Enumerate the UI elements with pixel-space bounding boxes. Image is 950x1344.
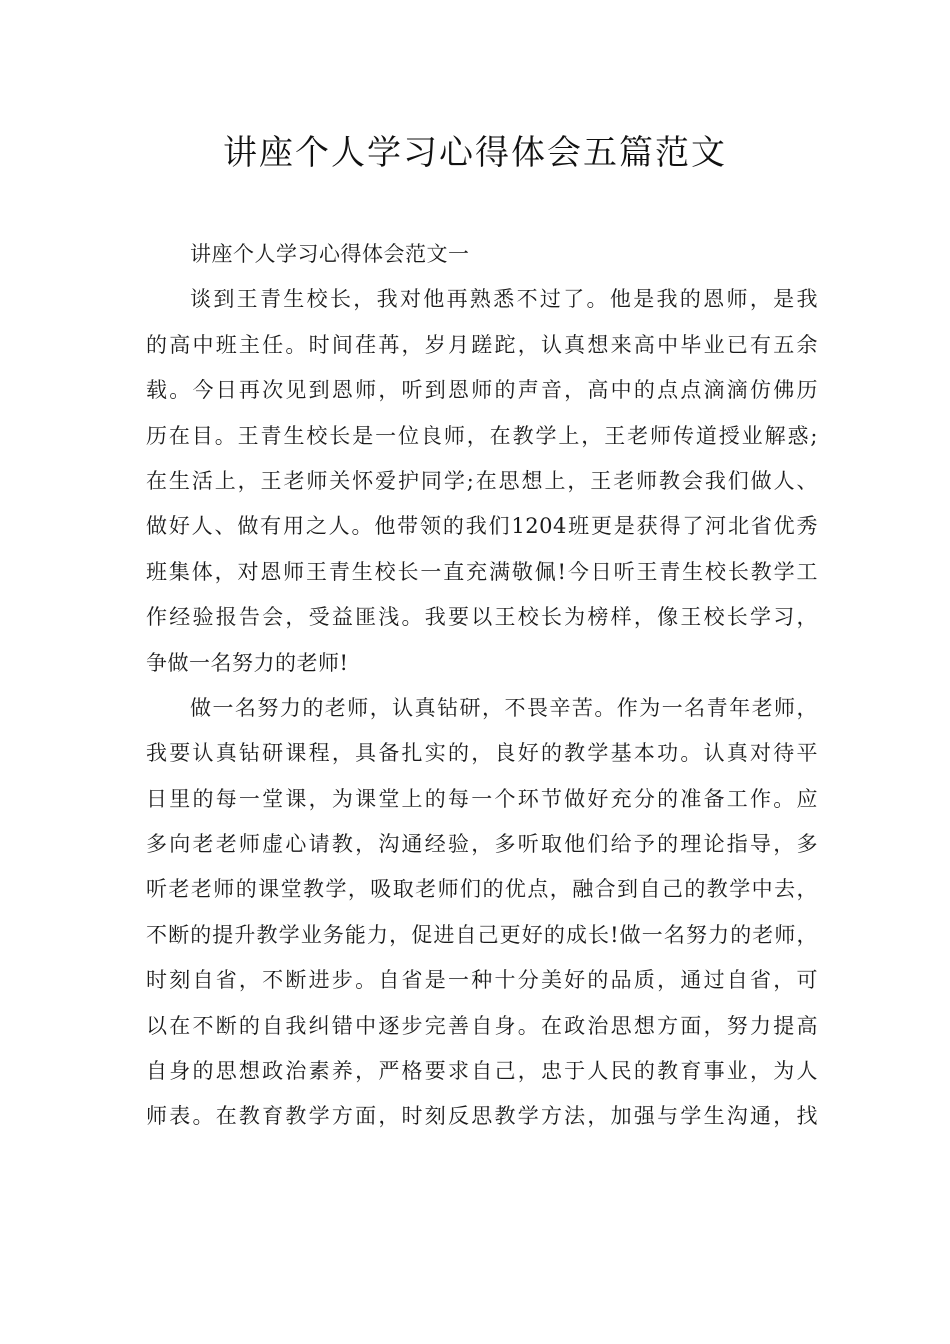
document-body [146, 232, 818, 1140]
text-line: 讲座个人学习心得体会范文一 [190, 242, 470, 266]
text-line: 我要认真钻研课程，具备扎实的，良好的教学基本功。认真对待平 [146, 741, 818, 766]
text-line: 做好人、做有用之人。他带领的我们1204班更是获得了河北省优秀 [146, 514, 818, 539]
text-line: 不断的提升教学业务能力，促进自己更好的成长!做一名努力的老师， [146, 922, 818, 947]
text-line: 争做一名努力的老师! [146, 650, 349, 675]
text-line: 日里的每一堂课，为课堂上的每一个环节做好充分的准备工作。应 [146, 786, 818, 811]
page-title: 讲座个人学习心得体会五篇范文 [223, 133, 727, 173]
text-line: 多向老老师虚心请教，沟通经验，多听取他们给予的理论指导，多 [146, 832, 818, 857]
text-line: 班集体，对恩师王青生校长一直充满敬佩!今日听王青生校长教学工 [146, 559, 818, 584]
text-line: 历在目。王青生校长是一位良师，在教学上，王老师传道授业解惑; [146, 423, 818, 448]
text-line: 听老老师的课堂教学，吸取老师们的优点，融合到自己的教学中去， [146, 877, 818, 902]
text-line: 谈到王青生校长，我对他再熟悉不过了。他是我的恩师，是我 [190, 287, 818, 312]
text-line: 做一名努力的老师，认真钻研，不畏辛苦。作为一名青年老师， [190, 695, 818, 720]
text-line: 以在不断的自我纠错中逐步完善自身。在政治思想方面，努力提高 [146, 1013, 818, 1038]
text-line: 自身的思想政治素养，严格要求自己，忠于人民的教育事业，为人 [146, 1059, 818, 1084]
text-line: 在生活上，王老师关怀爱护同学;在思想上，王老师教会我们做人、 [146, 468, 818, 493]
text-line: 师表。在教育教学方面，时刻反思教学方法，加强与学生沟通，找 [146, 1104, 818, 1129]
text-line: 的高中班主任。时间荏苒，岁月蹉跎，认真想来高中毕业已有五余 [146, 332, 818, 357]
text-line: 载。今日再次见到恩师，听到恩师的声音，高中的点点滴滴仿佛历 [146, 378, 818, 403]
text-line: 时刻自省，不断进步。自省是一种十分美好的品质，通过自省，可 [146, 968, 818, 993]
text-line: 作经验报告会，受益匪浅。我要以王校长为榜样，像王校长学习， [146, 605, 818, 630]
